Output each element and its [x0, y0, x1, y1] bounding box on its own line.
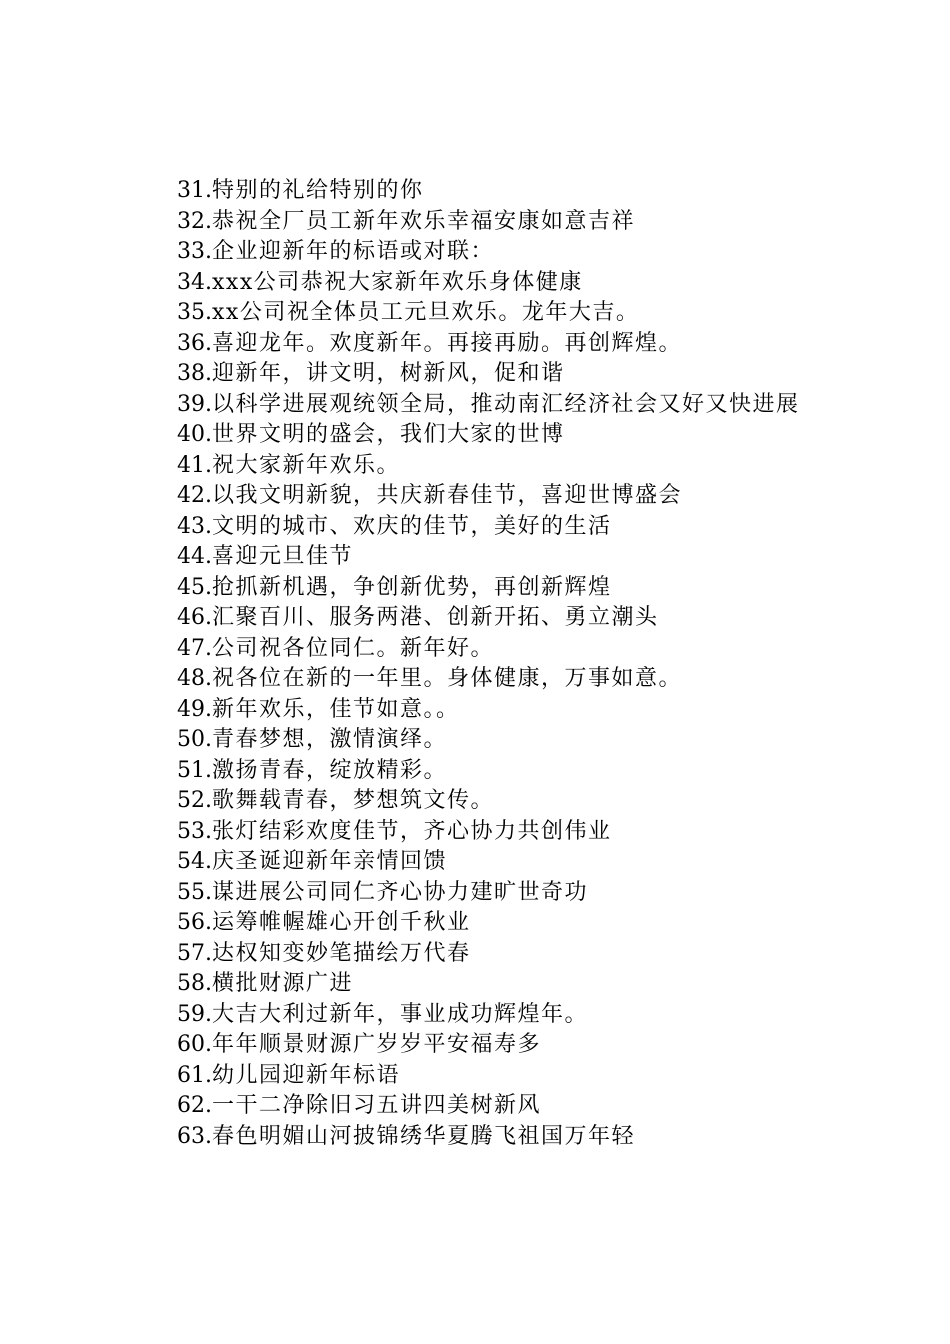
- item-text: 一干二净除旧习五讲四美树新风: [212, 1093, 542, 1118]
- list-item: [128, 847, 848, 878]
- item-text: 公司祝各位同仁。新年好。: [212, 635, 495, 661]
- list-item: [128, 1000, 848, 1031]
- list-item: [128, 237, 848, 268]
- item-text: 以科学进展观统领全局，推动南汇经济社会又好又快进展: [212, 391, 800, 417]
- list-item: [128, 542, 848, 573]
- item-text: 企业迎新年的标语或对联：: [212, 239, 495, 264]
- item-text: 张灯结彩欢度佳节，齐心协力共创伟业: [212, 818, 612, 844]
- list-item: [128, 695, 848, 726]
- list-item: [128, 786, 848, 817]
- list-item: [128, 1122, 848, 1153]
- item-number: 42.: [177, 483, 212, 508]
- list-item: [128, 817, 848, 848]
- list-item: [128, 878, 848, 909]
- item-number: 39.: [177, 391, 212, 417]
- item-text: 达权知变妙笔描绘万代春: [212, 940, 471, 966]
- list-item: [128, 756, 848, 787]
- item-number: 41.: [177, 452, 212, 478]
- list-item: [128, 908, 848, 939]
- item-text: 世界文明的盛会，我们大家的世博: [212, 422, 565, 447]
- item-number: 33.: [177, 239, 212, 264]
- list-item: [128, 176, 848, 207]
- item-number: 52.: [177, 788, 212, 813]
- list-item: [128, 268, 848, 299]
- item-number: 49.: [177, 696, 212, 722]
- list-item: [128, 634, 848, 665]
- item-text: 特别的礼给特别的你: [212, 178, 424, 203]
- item-text: 抢抓新机遇，争创新优势，再创新辉煌: [212, 574, 612, 600]
- list-item: [128, 603, 848, 634]
- list-item: [128, 329, 848, 360]
- item-number: 58.: [177, 971, 212, 996]
- item-text: 喜迎龙年。欢度新年。再接再励。再创辉煌。: [212, 330, 683, 356]
- item-text: 歌舞载青春，梦想筑文传。: [212, 788, 495, 813]
- item-text: 恭祝全厂员工新年欢乐幸福安康如意吉祥: [212, 208, 636, 234]
- list-item: [128, 298, 848, 329]
- item-number: 62.: [177, 1093, 212, 1118]
- item-text: 幼儿园迎新年标语: [212, 1062, 401, 1088]
- item-number: 56.: [177, 910, 212, 935]
- item-text: 春色明媚山河披锦绣华夏腾飞祖国万年轻: [212, 1123, 636, 1149]
- item-number: 32.: [177, 208, 212, 234]
- item-text: xx公司祝全体员工元旦欢乐。龙年大吉。: [212, 300, 640, 325]
- item-number: 34.: [177, 269, 212, 295]
- item-text: 汇聚百川、服务两港、创新开拓、勇立潮头: [212, 605, 659, 630]
- item-number: 51.: [177, 757, 212, 783]
- item-number: 38.: [177, 361, 212, 386]
- item-text: xxx公司恭祝大家新年欢乐身体健康: [212, 269, 583, 295]
- list-item: [128, 664, 848, 695]
- item-text: 大吉大利过新年，事业成功辉煌年。: [212, 1001, 589, 1027]
- item-number: 63.: [177, 1123, 212, 1149]
- item-text: 谋进展公司同仁齐心协力建旷世奇功: [212, 879, 589, 905]
- item-text: 庆圣诞迎新年亲情回馈: [212, 849, 448, 874]
- item-number: 46.: [177, 605, 212, 630]
- item-text: 青春梦想，激情演绎。: [212, 727, 448, 752]
- item-number: 57.: [177, 940, 212, 966]
- item-number: 53.: [177, 818, 212, 844]
- item-text: 运筹帷幄雄心开创千秋业: [212, 910, 471, 935]
- item-number: 45.: [177, 574, 212, 600]
- list-item: [128, 207, 848, 238]
- item-number: 40.: [177, 422, 212, 447]
- list-item: [128, 390, 848, 421]
- item-text: 祝大家新年欢乐。: [212, 452, 401, 478]
- item-text: 迎新年，讲文明，树新风，促和谐: [212, 361, 565, 386]
- list-item: [128, 512, 848, 543]
- list-item: [128, 1091, 848, 1122]
- item-number: 60.: [177, 1032, 212, 1057]
- item-text: 以我文明新貌，共庆新春佳节，喜迎世博盛会: [212, 483, 683, 508]
- item-number: 47.: [177, 635, 212, 661]
- item-text: 年年顺景财源广岁岁平安福寿多: [212, 1032, 542, 1057]
- item-text: 文明的城市、欢庆的佳节，美好的生活: [212, 513, 612, 539]
- item-number: 35.: [177, 300, 212, 325]
- item-number: 48.: [177, 666, 212, 691]
- item-number: 31.: [177, 178, 212, 203]
- list-item: [128, 481, 848, 512]
- list-item: [128, 969, 848, 1000]
- item-text: 激扬青春，绽放精彩。: [212, 757, 448, 783]
- item-number: 50.: [177, 727, 212, 752]
- item-number: 61.: [177, 1062, 212, 1088]
- item-text: 新年欢乐，佳节如意。。: [212, 696, 460, 722]
- item-number: 54.: [177, 849, 212, 874]
- item-number: 43.: [177, 513, 212, 539]
- item-number: 44.: [177, 544, 212, 569]
- item-text: 喜迎元旦佳节: [212, 544, 354, 569]
- item-number: 55.: [177, 879, 212, 905]
- slogan-list: [128, 176, 848, 1152]
- list-item: [128, 1061, 848, 1092]
- item-number: 59.: [177, 1001, 212, 1027]
- item-text: 横批财源广进: [212, 971, 354, 996]
- item-number: 36.: [177, 330, 212, 356]
- item-text: 祝各位在新的一年里。身体健康，万事如意。: [212, 666, 683, 691]
- list-item: [128, 725, 848, 756]
- list-item: [128, 451, 848, 482]
- list-item: [128, 1030, 848, 1061]
- list-item: [128, 573, 848, 604]
- list-item: [128, 939, 848, 970]
- list-item: [128, 420, 848, 451]
- list-item: [128, 359, 848, 390]
